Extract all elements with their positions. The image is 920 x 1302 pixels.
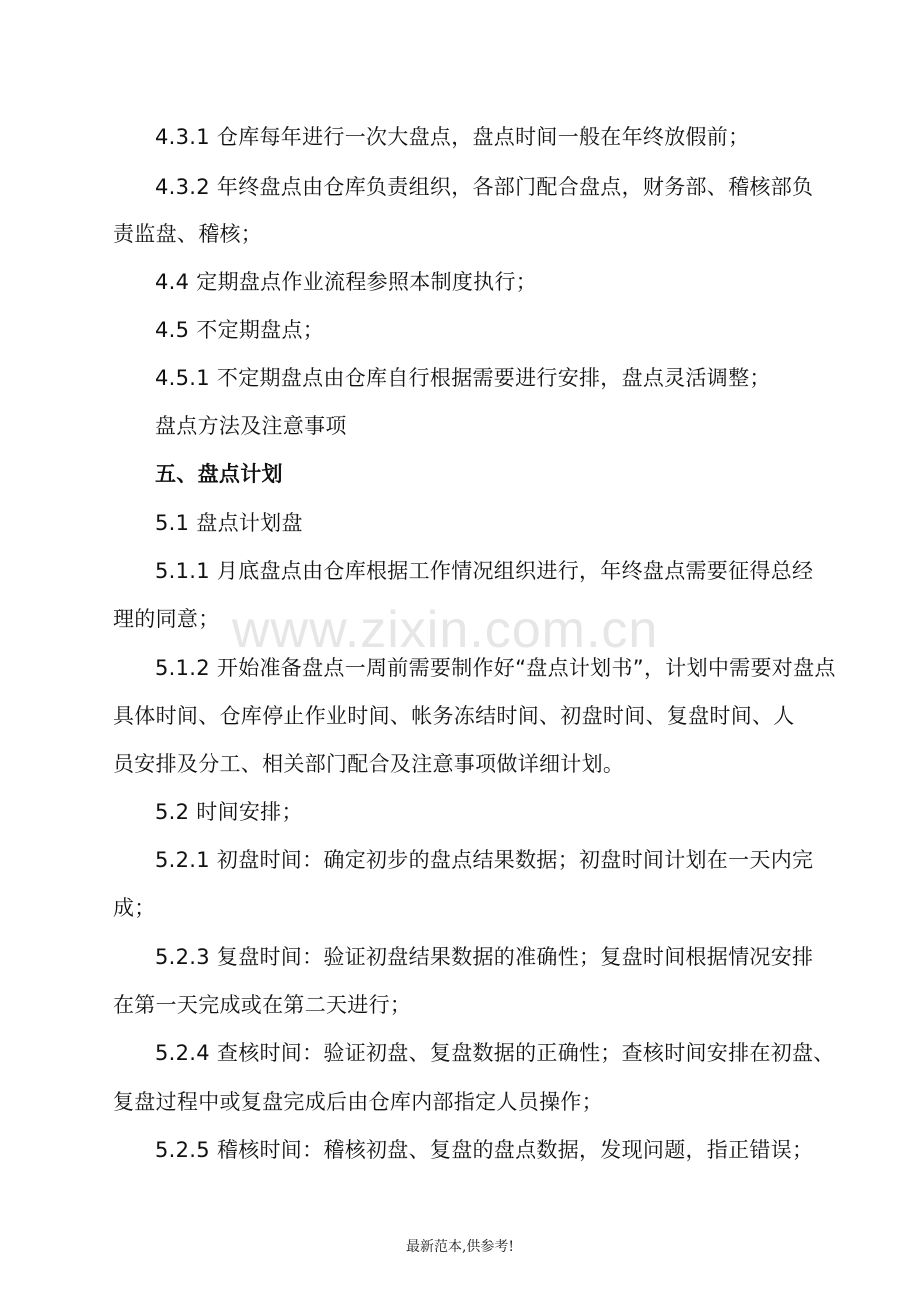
paragraph-5-1-2-line-3: 员安排及分工、相关部门配合及注意事项做详细计划。 <box>113 752 625 776</box>
paragraph-5-2: 5.2 时间安排； <box>155 800 303 824</box>
paragraph-4-5-1: 4.5.1 不定期盘点由仓库自行根据需要进行安排，盘点灵活调整； <box>155 366 771 390</box>
paragraph-5-2-4-line-2: 复盘过程中或复盘完成后由仓库内部指定人员操作； <box>113 1090 603 1114</box>
paragraph-5-2-5: 5.2.5 稽核时间：稽核初盘、复盘的盘点数据，发现问题，指正错误； <box>155 1138 814 1162</box>
paragraph-5-2-1-line-1: 5.2.1 初盘时间：确定初步的盘点结果数据；初盘时间计划在一天内完 <box>155 848 814 872</box>
section-heading-5: 五、盘点计划 <box>155 462 283 486</box>
paragraph-5-1: 5.1 盘点计划盘 <box>155 511 303 535</box>
page-footer: 最新范本,供参考! <box>405 1239 515 1255</box>
paragraph-5-1-2-line-2: 具体时间、仓库停止作业时间、帐务冻结时间、初盘时间、复盘时间、人 <box>113 704 795 728</box>
paragraph-5-2-3-line-2: 在第一天完成或在第二天进行； <box>113 993 412 1017</box>
paragraph-5-2-1-line-2: 成； <box>113 896 156 920</box>
paragraph-5-2-3-line-1: 5.2.3 复盘时间：验证初盘结果数据的准确性；复盘时间根据情况安排 <box>155 945 814 969</box>
paragraph-4-3-2-line-1: 4.3.2 年终盘点由仓库负责组织，各部门配合盘点，财务部、稽核部负 <box>155 175 814 199</box>
subheading-methods: 盘点方法及注意事项 <box>155 414 347 438</box>
paragraph-4-3-1: 4.3.1 仓库每年进行一次大盘点，盘点时间一般在年终放假前； <box>155 125 750 149</box>
paragraph-4-4: 4.4 定期盘点作业流程参照本制度执行； <box>155 270 538 294</box>
paragraph-5-1-2-line-1: 5.1.2 开始准备盘点一周前需要制作好“盘点计划书”，计划中需要对盘点 <box>155 656 836 680</box>
paragraph-5-1-1-line-2: 理的同意； <box>113 607 220 631</box>
paragraph-5-2-4-line-1: 5.2.4 查核时间：验证初盘、复盘数据的正确性；查核时间安排在初盘、 <box>155 1041 835 1065</box>
paragraph-4-3-2-line-2: 责监盘、稽核； <box>113 222 263 246</box>
watermark-text: www.zixin.com.cn <box>232 601 659 659</box>
paragraph-4-5: 4.5 不定期盘点； <box>155 318 325 342</box>
paragraph-5-1-1-line-1: 5.1.1 月底盘点由仓库根据工作情况组织进行，年终盘点需要征得总经 <box>155 559 814 583</box>
